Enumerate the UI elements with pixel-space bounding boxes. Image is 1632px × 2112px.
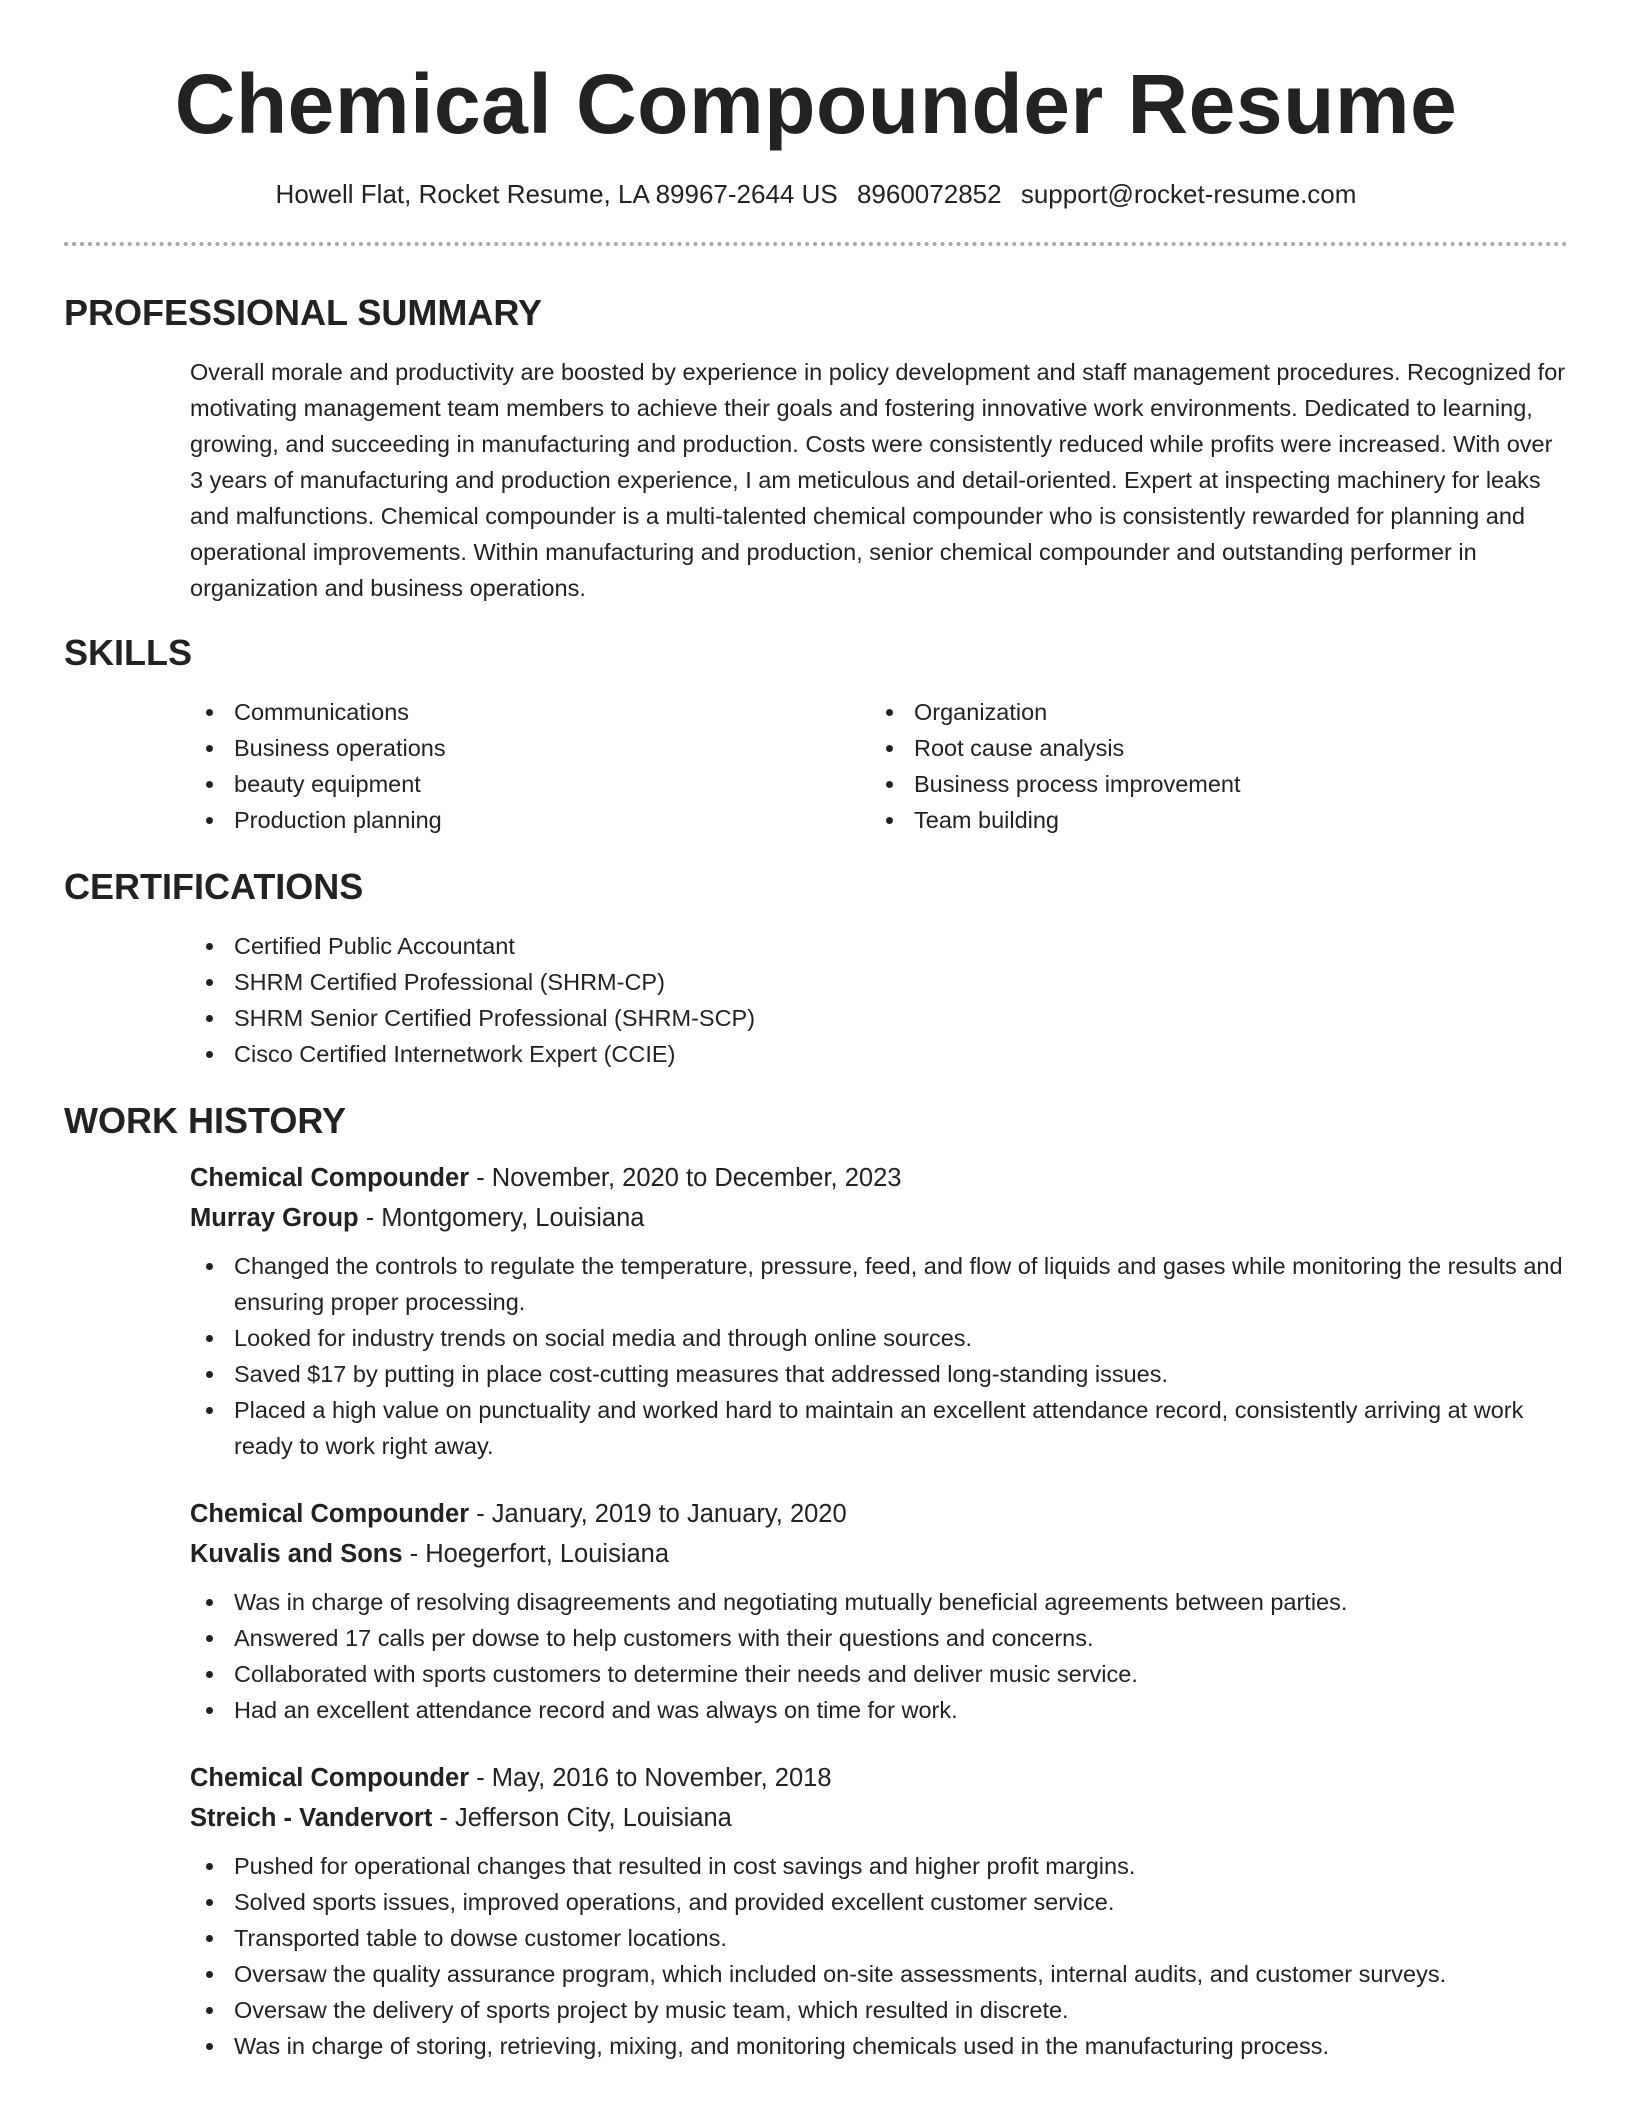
job-company-line	[190, 1198, 1568, 1238]
job-title-line	[190, 1494, 1568, 1534]
job-location: - Jefferson City, Louisiana	[432, 1804, 732, 1832]
job-company: Kuvalis and Sons	[190, 1540, 403, 1568]
job-bullets	[190, 1584, 1568, 1728]
job-location: - Montgomery, Louisiana	[358, 1204, 645, 1232]
job-bullet: Oversaw the quality assurance program, which included on-site assessments, internal audits, and customer surveys.	[190, 1956, 1568, 1992]
skills-heading: SKILLS	[64, 632, 193, 673]
contact-email: support@rocket-resume.com	[1020, 179, 1357, 209]
job-company: Streich - Vandervort	[190, 1804, 433, 1832]
job-bullet: Collaborated with sports customers to determine their needs and deliver music service.	[190, 1656, 1568, 1692]
skill-item: Team building	[870, 802, 1550, 838]
header-divider	[64, 242, 1568, 246]
job-bullet: Changed the controls to regulate the temperature, pressure, feed, and flow of liquids and gases while monitoring the results and ensuring proper processing.	[190, 1248, 1568, 1320]
certification-item: Certified Public Accountant	[190, 928, 1568, 964]
job-bullets	[190, 1248, 1568, 1464]
job-entry	[190, 1158, 1568, 1464]
job-bullet: Was in charge of resolving disagreements and negotiating mutually beneficial agreements between parties.	[190, 1584, 1568, 1620]
skill-item: Business operations	[190, 730, 870, 766]
job-bullet: Saved $17 by putting in place cost-cutting measures that addressed long-standing issues.	[190, 1356, 1568, 1392]
skills-list-right	[870, 694, 1550, 838]
skill-item: Root cause analysis	[870, 730, 1550, 766]
job-dates: - May, 2016 to November, 2018	[469, 1764, 832, 1792]
skill-item: beauty equipment	[190, 766, 870, 802]
summary-heading: PROFESSIONAL SUMMARY	[64, 292, 543, 333]
job-dates: - November, 2020 to December, 2023	[469, 1164, 902, 1192]
job-entry	[190, 1494, 1568, 1728]
skills-list-left	[190, 694, 870, 838]
skill-item: Organization	[870, 694, 1550, 730]
job-title: Chemical Compounder	[190, 1164, 470, 1192]
job-bullet: Pushed for operational changes that resulted in cost savings and higher profit margins.	[190, 1848, 1568, 1884]
contact-address: Howell Flat, Rocket Resume, LA 89967-2644 US	[275, 179, 838, 209]
job-bullet: Placed a high value on punctuality and worked hard to maintain an excellent attendance record, consistently arriving at work ready to work right away.	[190, 1392, 1568, 1464]
certification-item: Cisco Certified Internetwork Expert (CCIE)	[190, 1036, 1568, 1072]
summary-text: Overall morale and productivity are boosted by experience in policy development and staff management procedures. Recognized for motivating management team members to achieve their goals and fostering innovative work environments. Dedicated to learning, growing, and succeeding in manufacturing and production. Costs were consistently reduced while profits were increased. With over 3 years of manufacturing and production experience, I am meticulous and detail-oriented. Expert at inspecting machinery for leaks and malfunctions. Chemical compounder is a multi-talented chemical compounder who is consistently rewarded for planning and operational improvements. Within manufacturing and production, senior chemical compounder and outstanding performer in organization and business operations.	[190, 359, 1566, 601]
job-company: Murray Group	[190, 1204, 359, 1232]
skills-columns	[190, 694, 1568, 838]
skill-item: Business process improvement	[870, 766, 1550, 802]
job-bullets	[190, 1848, 1568, 2064]
job-bullet: Looked for industry trends on social media and through online sources.	[190, 1320, 1568, 1356]
job-dates: - January, 2019 to January, 2020	[469, 1500, 847, 1528]
resume-title: Chemical Compounder Resume	[174, 57, 1458, 151]
job-company-line	[190, 1798, 1568, 1838]
job-bullet: Solved sports issues, improved operations, and provided excellent customer service.	[190, 1884, 1568, 1920]
contact-phone: 8960072852	[856, 179, 1002, 209]
job-entry	[190, 1758, 1568, 2064]
job-bullet: Answered 17 calls per dowse to help customers with their questions and concerns.	[190, 1620, 1568, 1656]
job-bullet: Oversaw the delivery of sports project by music team, which resulted in discrete.	[190, 1992, 1568, 2028]
resume-page	[64, 0, 1568, 2064]
job-title-line	[190, 1758, 1568, 1798]
certifications-list	[190, 928, 1568, 1072]
job-company-line	[190, 1534, 1568, 1574]
skill-item: Communications	[190, 694, 870, 730]
certifications-heading: CERTIFICATIONS	[64, 866, 364, 907]
job-title: Chemical Compounder	[190, 1500, 470, 1528]
job-bullet: Was in charge of storing, retrieving, mixing, and monitoring chemicals used in the manufacturing process.	[190, 2028, 1568, 2064]
job-title: Chemical Compounder	[190, 1764, 470, 1792]
job-location: - Hoegerfort, Louisiana	[402, 1540, 670, 1568]
certification-item: SHRM Senior Certified Professional (SHRM-SCP)	[190, 1000, 1568, 1036]
job-bullet: Transported table to dowse customer locations.	[190, 1920, 1568, 1956]
contact-info	[64, 176, 1568, 212]
job-bullet: Had an excellent attendance record and was always on time for work.	[190, 1692, 1568, 1728]
job-title-line	[190, 1158, 1568, 1198]
certification-item: SHRM Certified Professional (SHRM-CP)	[190, 964, 1568, 1000]
work-history-heading: WORK HISTORY	[64, 1100, 347, 1141]
skill-item: Production planning	[190, 802, 870, 838]
